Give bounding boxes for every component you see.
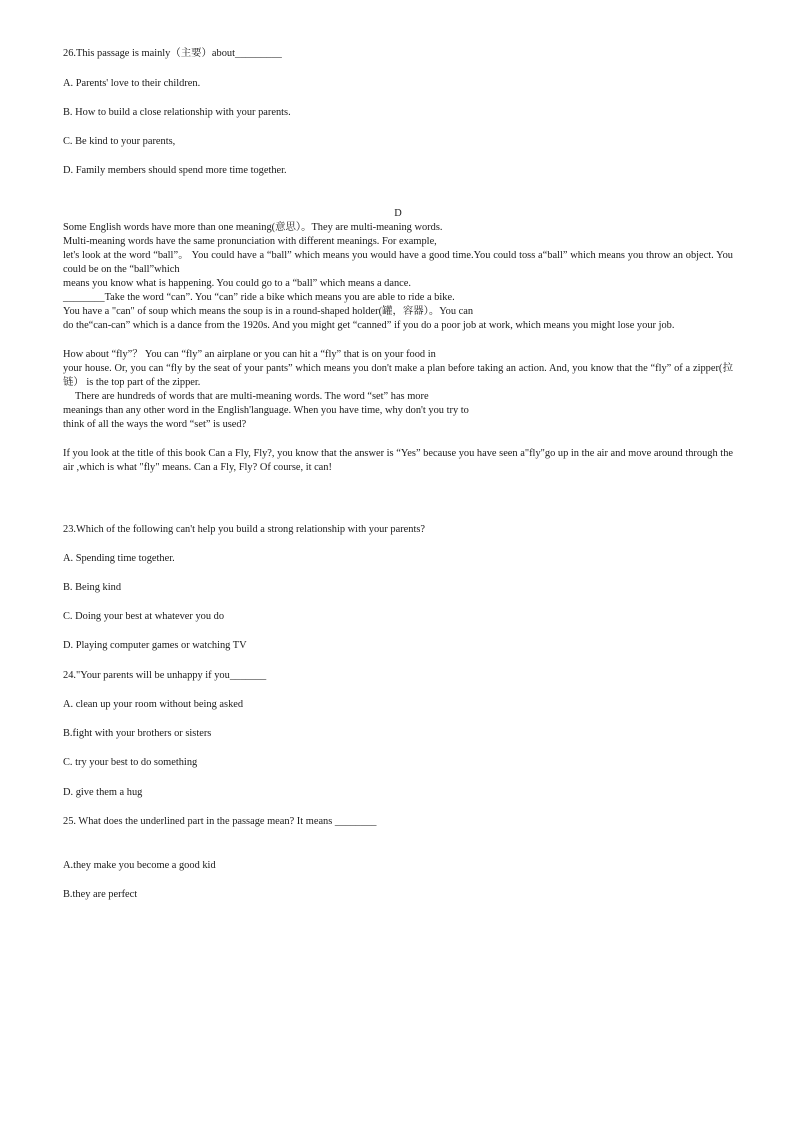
q23-option-a: A. Spending time together. [63,553,175,564]
q24-question: 24."Your parents will be unhappy if you_______ [63,670,267,681]
passage-d-line-1: Some English words have more than one meaning(意思）。They are multi-meaning words. [63,222,443,233]
q24-option-d: D. give them a hug [63,787,143,798]
q26-option-c: C. Be kind to your parents, [63,136,176,147]
passage-d-title-paragraph: If you look at the title of this book Can a Fly, Fly?, you know that the answer is “Yes” because you have seen a"fly"go up in the air and move around through the air ,which is what "fly" means. Can a Fly, Fly? Of course, it can! [63,448,733,473]
q23-option-b: B. Being kind [63,582,122,593]
passage-d-can-line-1: ________Take the word “can”. You “can” ride a bike which means you are able to ride a bike. [63,292,455,303]
passage-d-can-line-2: You have a "can" of soup which means the soup is in a round-shaped holder(罐，容器）。You can [63,306,474,317]
q26-option-b: B. How to build a close relationship with your parents. [63,107,291,118]
passage-d-can-paragraph: do the“can-can” which is a dance from the 1920s. And you might get “canned” if you do a poor job at work, which means you might lose your job. [63,320,675,331]
q24-option-c: C. try your best to do something [63,757,198,768]
passage-d-set-line-2: meanings than any other word in the English'language. When you have time, why don't you try to [63,405,469,416]
q25-option-a: A.they make you become a good kid [63,860,216,871]
passage-d-set-line-1: There are hundreds of words that are multi-meaning words. The word “set” has more [75,391,429,402]
q23-option-d: D. Playing computer games or watching TV [63,640,247,651]
passage-d-line-2: Multi-meaning words have the same pronunciation with different meanings. For example, [63,236,437,247]
q23-option-c: C. Doing your best at whatever you do [63,611,225,622]
passage-d-heading: D [394,208,402,219]
q24-option-a: A. clean up your room without being asked [63,699,244,710]
q26-option-d: D. Family members should spend more time together. [63,165,287,176]
passage-d-ball-line-2: means you know what is happening. You could go to a “ball” which means a dance. [63,278,412,289]
passage-d-ball-paragraph: let's look at the word “ball”。 You could have a “ball” which means you would have a good time.You could toss a“ball” which means you throw an object. You could be on the “ball”which [63,250,733,275]
q26-question: 26.This passage is mainly（主要）about_________ [63,48,282,59]
passage-d-set-line-3: think of all the ways the word “set” is used? [63,419,247,430]
q25-option-b: B.they are perfect [63,889,138,900]
passage-d-fly-paragraph: your house. Or, you can “fly by the seat of your pants” which means you don't make a plan before taking an action. And, you know that the “fly” of a zipper(拉链） is the top part of the zipper. [63,363,733,388]
passage-d-fly-line-1: How about “fly”？ You can “fly” an airplane or you can hit a “fly” that is on your food in [63,349,436,360]
q25-question: 25. What does the underlined part in the passage mean? It means ________ [63,816,377,827]
q23-question: 23.Which of the following can't help you build a strong relationship with your parents? [63,524,426,535]
q24-option-b: B.fight with your brothers or sisters [63,728,212,739]
q26-option-a: A. Parents' love to their children. [63,78,201,89]
